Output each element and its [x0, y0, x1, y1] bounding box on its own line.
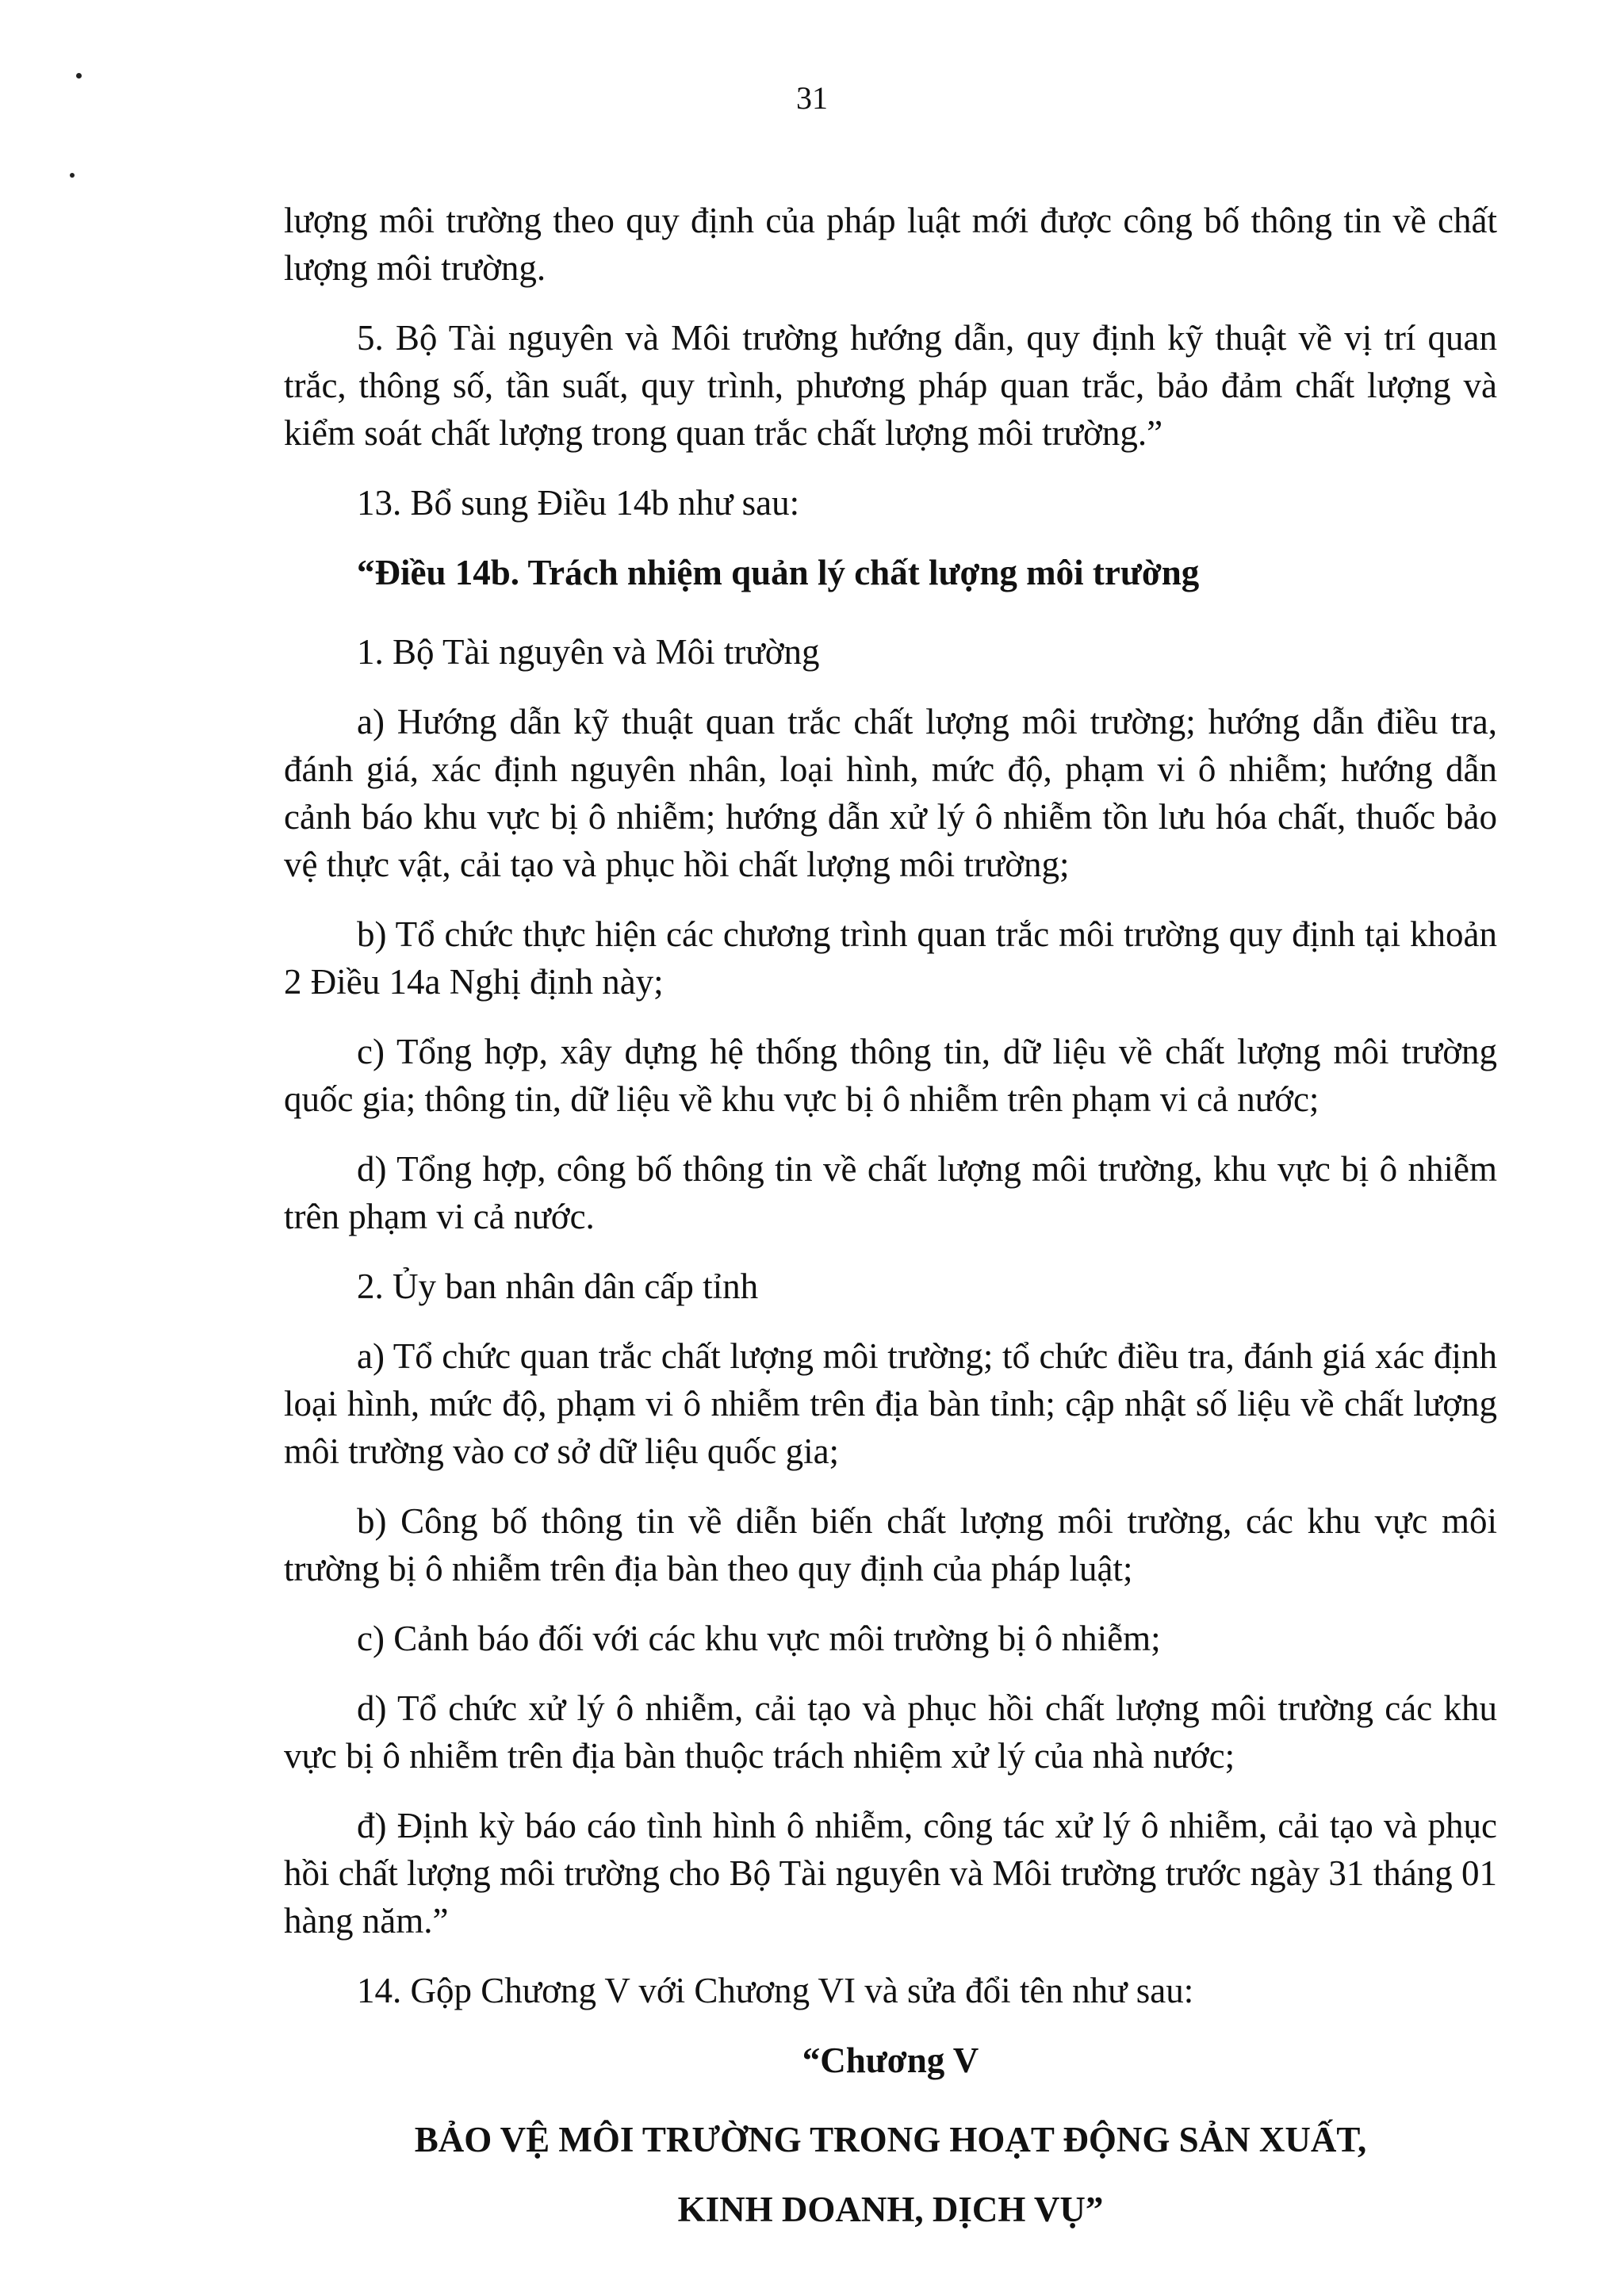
scan-artifact-dot: [70, 173, 75, 178]
page-number: 31: [796, 80, 828, 116]
paragraph-amendment-13: 13. Bổ sung Điều 14b như sau:: [357, 483, 800, 523]
paragraph-province-d: d) Tổ chức xử lý ô nhiễm, cải tạo và phục hồi chất lượng môi trường các khu vực bị ô nhiễm trên địa bàn thuộc trách nhiệm xử lý của nhà nước;: [284, 1688, 1497, 1776]
chapter-subtitle-line-1: BẢO VỆ MÔI TRƯỜNG TRONG HOẠT ĐỘNG SẢN XUẤT,: [414, 2120, 1367, 2159]
chapter-subtitle-line-2: KINH DOANH, DỊCH VỤ”: [677, 2190, 1104, 2229]
paragraph-province-a: a) Tổ chức quan trắc chất lượng môi trường; tổ chức điều tra, đánh giá xác định loại hình, mức độ, phạm vi ô nhiễm trên địa bàn tỉnh; cập nhật số liệu về chất lượng môi trường vào cơ sở dữ liệu quốc gia;: [284, 1336, 1497, 1471]
paragraph-ministry-d: d) Tổng hợp, công bố thông tin về chất lượng môi trường, khu vực bị ô nhiễm trên phạm vi cả nước.: [284, 1149, 1497, 1236]
paragraph-ministry-c: c) Tổng hợp, xây dựng hệ thống thông tin, dữ liệu về chất lượng môi trường quốc gia; thông tin, dữ liệu về khu vực bị ô nhiễm trên phạm vi cả nước;: [284, 1032, 1497, 1119]
paragraph-continuation: lượng môi trường theo quy định của pháp luật mới được công bố thông tin về chất lượng môi trường.: [284, 201, 1497, 288]
paragraph-province-dd: đ) Định kỳ báo cáo tình hình ô nhiễm, công tác xử lý ô nhiễm, cải tạo và phục hồi chất lượng môi trường cho Bộ Tài nguyên và Môi trường trước ngày 31 tháng 01 hàng năm.”: [284, 1806, 1497, 1941]
paragraph-ministry-b: b) Tổ chức thực hiện các chương trình quan trắc môi trường quy định tại khoản 2 Điều 14a Nghị định này;: [284, 914, 1497, 1002]
paragraph-item-5: 5. Bộ Tài nguyên và Môi trường hướng dẫn, quy định kỹ thuật về vị trí quan trắc, thông số, tần suất, quy trình, phương pháp quan trắc, bảo đảm chất lượng và kiểm soát chất lượng trong quan trắc chất lượng môi trường.”: [284, 318, 1497, 453]
article-14b-heading: “Điều 14b. Trách nhiệm quản lý chất lượng môi trường: [357, 553, 1200, 592]
document-body: [284, 197, 1497, 2255]
chapter-title: “Chương V: [802, 2041, 979, 2080]
paragraph-ministry-a: a) Hướng dẫn kỹ thuật quan trắc chất lượng môi trường; hướng dẫn điều tra, đánh giá, xác định nguyên nhân, loại hình, mức độ, phạm vi ô nhiễm; hướng dẫn cảnh báo khu vực bị ô nhiễm; hướng dẫn xử lý ô nhiễm tồn lưu hóa chất, thuốc bảo vệ thực vật, cải tạo và phục hồi chất lượng môi trường;: [284, 702, 1497, 884]
paragraph-province: 2. Ủy ban nhân dân cấp tỉnh: [357, 1266, 759, 1306]
paragraph-ministry: 1. Bộ Tài nguyên và Môi trường: [357, 632, 820, 672]
paragraph-province-b: b) Công bố thông tin về diễn biến chất lượng môi trường, các khu vực môi trường bị ô nhiễm trên địa bàn theo quy định của pháp luật;: [284, 1501, 1497, 1588]
paragraph-amendment-14: 14. Gộp Chương V với Chương VI và sửa đổi tên như sau:: [357, 1971, 1194, 2010]
scan-artifact-dot: [76, 73, 82, 79]
paragraph-province-c: c) Cảnh báo đối với các khu vực môi trường bị ô nhiễm;: [357, 1619, 1161, 1658]
